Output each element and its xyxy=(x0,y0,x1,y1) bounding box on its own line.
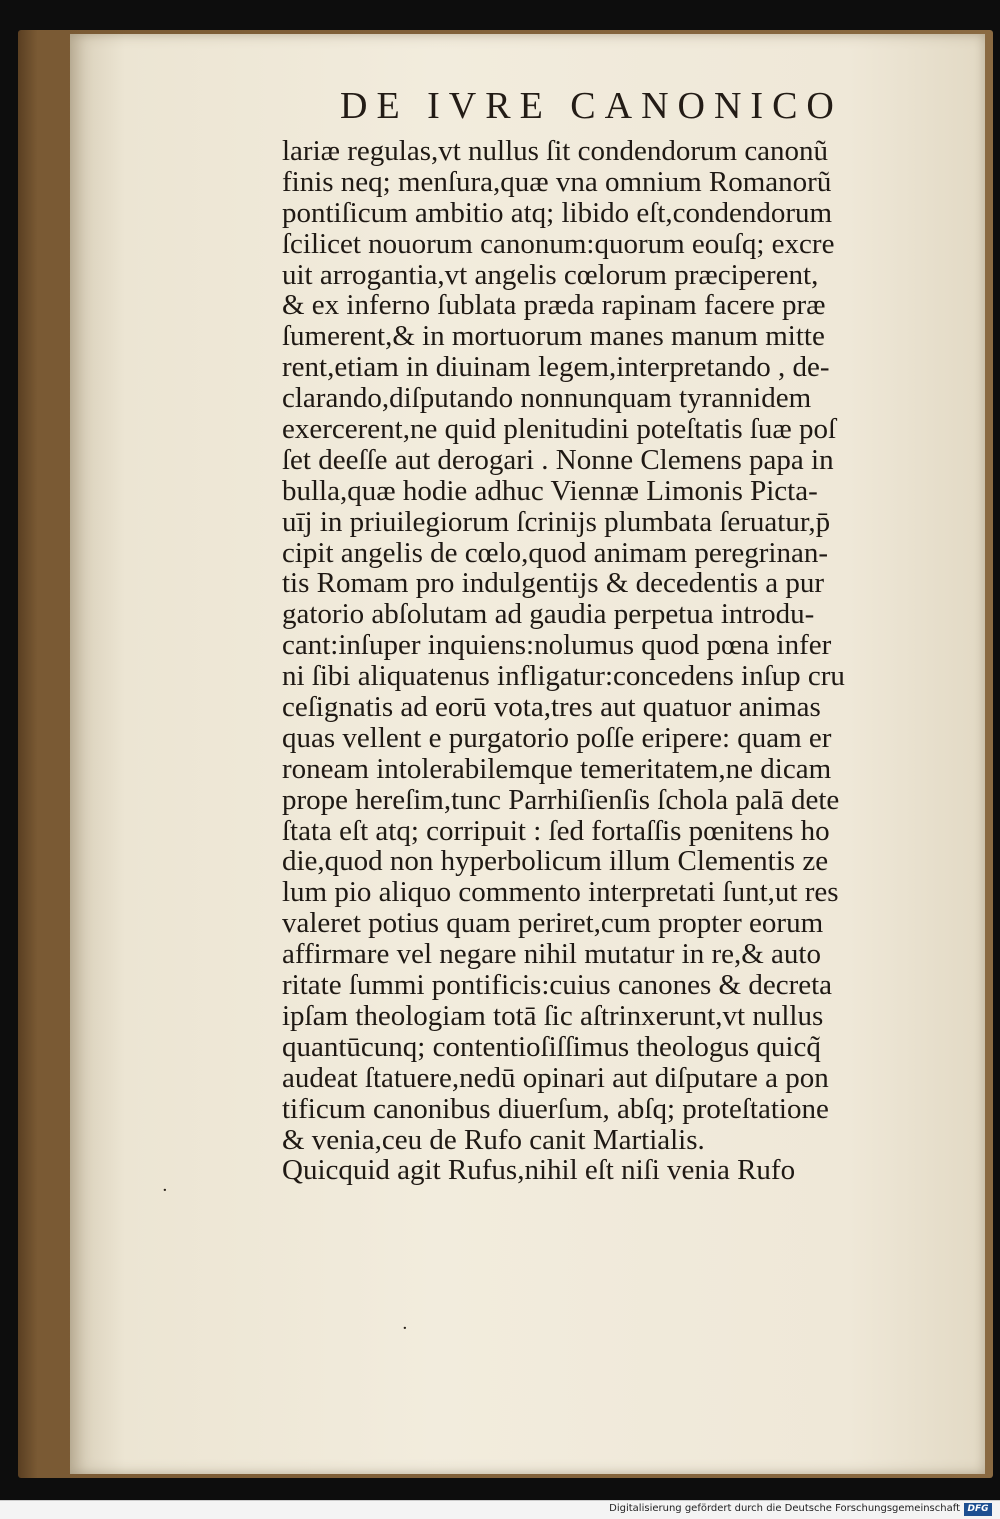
text-line: ni ſibi aliquatenus infligatur:concedens inſup cru xyxy=(282,661,845,693)
text-line: clarando,diſputando nonnunquam tyrannidem xyxy=(282,383,812,415)
text-line: prope hereſim,tunc Parrhiſienſis ſchola palā dete xyxy=(282,784,840,816)
funding-credit: Digitalisierung gefördert durch die Deutsche Forschungsgemeinschaft xyxy=(609,1503,960,1514)
text-line: affirmare vel negare nihil mutatur in re,& auto xyxy=(282,939,821,971)
text-line: lariæ regulas,vt nullus ſit condendorum canonũ xyxy=(282,136,829,167)
text-line: tis Romam pro indulgentijs & decedentis a pur xyxy=(282,568,825,600)
text-line: cipit angelis de cœlo,quod animam peregrinan- xyxy=(282,537,828,569)
text-line: exercerent,ne quid plenitudini poteſtatis ſuæ poſ xyxy=(282,414,837,445)
text-line: bulla,quæ hodie adhuc Viennæ Limonis Picta- xyxy=(282,475,818,507)
page-header: DE IVRE CANONICO xyxy=(340,85,843,127)
ink-mark: · xyxy=(402,1318,408,1339)
text-line: cant:inſuper inquiens:nolumus quod pœna infer xyxy=(282,630,832,662)
text-line: ipſam theologiam totā ſic aſtrinxerunt,vt nullus xyxy=(282,1000,824,1032)
text-line: roneam intolerabilemque temeritatem,ne dicam xyxy=(282,753,832,785)
dfg-logo: DFG xyxy=(964,1503,992,1516)
text-line: Quicquid agit Rufus,nihil eſt niſi venia Rufo xyxy=(282,1155,796,1187)
text-line: rent,etiam in diuinam legem,interpretando , de- xyxy=(282,352,830,384)
ink-mark: · xyxy=(162,1180,168,1201)
text-line: lum pio aliquo commento interpretati ſunt,ut res xyxy=(282,877,839,909)
text-line: gatorio abſolutam ad gaudia perpetua introdu- xyxy=(282,599,815,631)
text-line: uīj in priuilegiorum ſcrinijs plumbata ſeruatur,p̄ xyxy=(282,506,831,538)
text-line: ſet deeſſe aut derogari . Nonne Clemens papa in xyxy=(282,444,834,476)
text-line: valeret potius quam periret,cum propter eorum xyxy=(282,908,824,940)
text-line: & venia,ceu de Rufo canit Martialis. xyxy=(282,1124,705,1156)
text-line: ritate ſummi pontificis:cuius canones & decreta xyxy=(282,970,833,1001)
text-line: uit arrogantia,vt angelis cœlorum præciperent, xyxy=(282,259,819,291)
text-line: audeat ſtatuere,nedū opinari aut diſputare a pon xyxy=(282,1062,829,1094)
text-line: quantūcunq; contentioſiſſimus theologus quicq̃ xyxy=(282,1031,821,1063)
text-line: ſumerent,& in mortuorum manes manum mitte xyxy=(282,321,825,353)
text-line: finis neq; menſura,quæ vna omnium Romanorũ xyxy=(282,166,832,198)
text-line: ſtata eſt atq; corripuit : ſed fortaſſis pœnitens ho xyxy=(282,815,830,847)
footer-bar xyxy=(0,1500,1000,1519)
text-line: & ex inferno ſublata præda rapinam facere præ xyxy=(282,290,826,322)
text-line: die,quod non hyperbolicum illum Clementis ze xyxy=(282,846,829,878)
text-line: tificum canonibus diuerſum, abſq; proteſtatione xyxy=(282,1093,829,1125)
text-line: ſcilicet nouorum canonum:quorum eouſq; excre xyxy=(282,228,835,260)
text-line: pontiſicum ambitio atq; libido eſt,condendorum xyxy=(282,197,833,229)
text-line: quas vellent e purgatorio poſſe eripere: quam er xyxy=(282,722,832,754)
text-line: ceſignatis ad eorū vota,tres aut quatuor animas xyxy=(282,692,821,723)
page-text xyxy=(282,136,942,1186)
